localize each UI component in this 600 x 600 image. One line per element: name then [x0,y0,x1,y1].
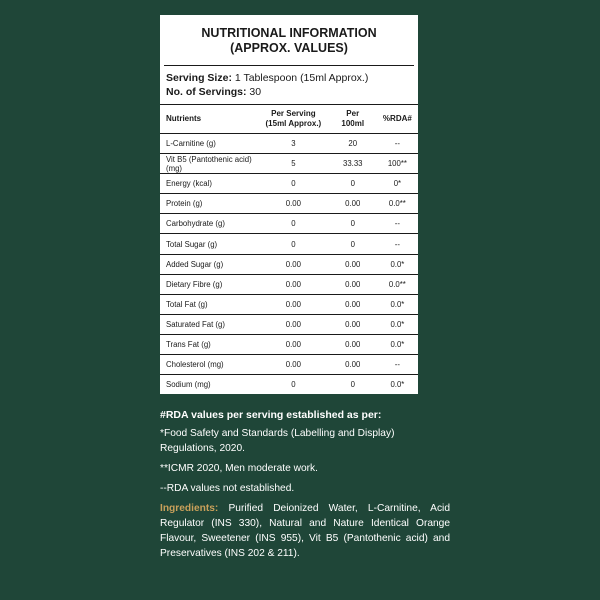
table-row [160,274,418,294]
per-100ml-value: 20 [329,134,377,154]
nutrient-name: Saturated Fat (g) [160,314,258,334]
per-100ml-value: 0.00 [329,254,377,274]
rda-value: 0.0** [377,274,418,294]
table-row [160,334,418,354]
rda-heading: #RDA values per serving established as per: [160,409,382,421]
note-fssai: *Food Safety and Standards (Labelling and Display) Regulations, 2020. [160,428,395,454]
per-100ml-value: 0.00 [329,294,377,314]
nutrient-name: Sodium (mg) [166,380,211,390]
rda-value: 0.0* [377,334,418,354]
nutrient-name: L-Carnitine (g) [160,134,258,154]
per-100ml-value: 0 [329,214,377,234]
per-serving-value: 0.00 [258,314,329,334]
per-serving-value: 3 [258,134,329,154]
note-rda-not-established: --RDA values not established. [160,483,295,494]
per-serving-value: 0.00 [258,334,329,354]
rda-value: 0.0* [377,314,418,334]
header-per-100ml-line-2: 100ml [341,119,365,128]
footnotes [160,408,450,566]
header-per-100ml-line-1: Per [346,109,360,118]
per-serving-value: 0.00 [258,274,329,294]
nutrition-rows [160,134,418,395]
per-serving-value: 0 [258,214,329,234]
nutrient-name: Carbohydrate (g) [160,214,258,234]
nutrient-name: Energy (kcal) [160,174,258,194]
serving-size-label: Serving Size: [166,72,232,84]
nutrition-panel [160,15,418,394]
rda-value: -- [377,234,418,254]
table-row [160,314,418,334]
per-serving-value: 0.00 [258,355,329,375]
rda-value: 0.0* [377,294,418,314]
nutrient-name: Total Sugar (g) [160,234,258,254]
rda-value: -- [377,214,418,234]
header-rda: %RDA# [377,105,418,134]
rda-value: -- [377,355,418,375]
table-row [160,294,418,314]
panel-title [164,15,414,66]
serving-info [160,66,418,105]
per-serving-value: 0.00 [258,254,329,274]
rda-value: -- [377,134,418,154]
table-header-row [160,105,418,134]
per-100ml-value: 0 [329,234,377,254]
header-per-100ml [329,105,377,134]
per-100ml-value: 0 [329,174,377,194]
table-row [160,154,418,174]
nutrient-name: Added Sugar (g) [160,254,258,274]
servings-count [166,85,412,99]
nutrient-name: Trans Fat (g) [160,334,258,354]
table-row [160,234,418,254]
note-icmr: **ICMR 2020, Men moderate work. [160,463,318,474]
serving-size [166,71,412,85]
servings-value: 30 [246,86,262,98]
per-100ml-value: 0.00 [329,334,377,354]
per-serving-value: 0 [291,380,296,390]
per-100ml-value: 0 [350,380,355,390]
nutrient-name: Cholesterol (mg) [160,355,258,375]
rda-value: 100** [377,154,418,174]
title-line-1: NUTRITIONAL INFORMATION [201,26,377,40]
rda-value: 0.0** [377,194,418,214]
per-serving-value: 0 [258,174,329,194]
header-per-serving-line-2: (15ml Approx.) [265,119,322,128]
title-line-2: (APPROX. VALUES) [230,41,348,55]
rda-value: 0.0* [390,380,405,390]
table-row [160,355,418,375]
rda-value: 0* [377,174,418,194]
ingredients [160,501,450,561]
ingredients-text: Purified Deionized Water, L-Carnitine, Acid Regulator (INS 330), Natural and Nature Identical Orange Flavour, Sweetener (INS 955), Vit B5 (Pantothenic acid) and Preservatives (INS 202 & 211). [160,503,450,559]
table-row [160,214,418,234]
ingredients-label: Ingredients: [160,503,219,514]
nutrient-name: Dietary Fibre (g) [160,274,258,294]
per-100ml-value: 0.00 [329,314,377,334]
table-row [160,174,418,194]
serving-size-value: 1 Tablespoon (15ml Approx.) [231,72,369,84]
table-row [160,134,418,154]
per-serving-value: 0 [258,234,329,254]
header-nutrients: Nutrients [160,105,258,134]
per-100ml-value: 0.00 [329,355,377,375]
table-row [160,194,418,214]
nutrient-name: Vit B5 (Pantothenic acid) (mg) [160,154,258,174]
per-serving-value: 0.00 [258,194,329,214]
per-serving-value: 5 [258,154,329,174]
rda-value: 0.0* [377,254,418,274]
table-row [160,254,418,274]
nutrition-table [160,105,418,394]
per-100ml-value: 0.00 [329,194,377,214]
header-per-serving [258,105,329,134]
table-row [160,375,418,395]
nutrient-name: Total Fat (g) [160,294,258,314]
per-100ml-value: 33.33 [329,154,377,174]
nutrient-name: Protein (g) [160,194,258,214]
header-per-serving-line-1: Per Serving [271,109,316,118]
per-100ml-value: 0.00 [329,274,377,294]
servings-label: No. of Servings: [166,86,247,98]
per-serving-value: 0.00 [258,294,329,314]
